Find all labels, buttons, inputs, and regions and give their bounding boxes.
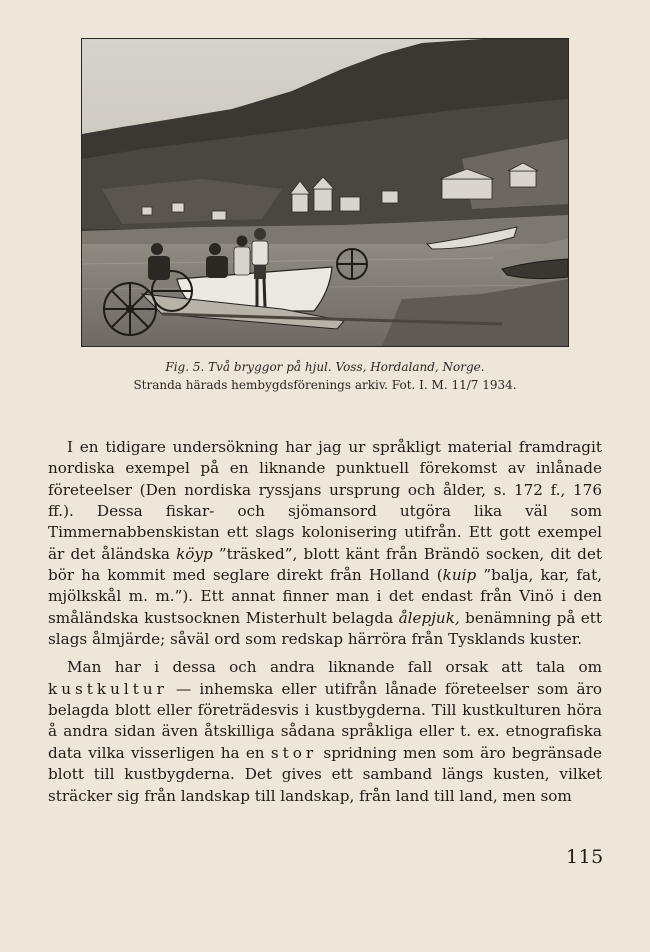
- text-run: ”balja, kar, fat, mjölkskål m. m.”). Ett annat finner man i det endast från Vinö i den småländska kustsocknen Misterhult belagda: [48, 566, 602, 627]
- caption-figure-title: Fig. 5. Två bryggor på hjul. Voss, Hordaland, Norge.: [165, 360, 485, 374]
- figure-photo: [81, 38, 569, 347]
- lakeside-boats-photo: [82, 39, 568, 346]
- figure-caption: [60, 358, 590, 394]
- text-run: ”träsked”, blott känt från Brändö socken, dit det bör ha kommit med seglare direkt från Holland (: [48, 544, 602, 585]
- text-run: I en tidigare undersökning har jag ur språkligt material framdragit nordiska exempel på en liknande punktuell förekomst av inlånade företeelser (Den nordiska ryssjans ursprung och ålder, s. 172 f., 176 ff.). Dessa fiskar- och sjömansord utgöra lika väl som Timmernabbenskistan ett slags kolonisering utifrån. Ett gott exempel är det åländska: [48, 438, 602, 563]
- emphasis-word: ålepjuk,: [398, 608, 460, 627]
- paragraph: [48, 437, 602, 650]
- caption-source: Stranda härads hembygdsförenings arkiv. Fot. I. M. 11/7 1934.: [133, 378, 517, 392]
- text-run: Man har i dessa och andra liknande fall orsak att tala om: [67, 658, 602, 677]
- body-text: [48, 437, 602, 807]
- page-number: 115: [566, 846, 604, 868]
- paragraph: [48, 657, 602, 806]
- text-run: spridning men som äro begränsade blott till kustbygderna. Det gives ett samband längs kusten, vilket sträcker sig från landskap till landskap, från land till land, men som: [48, 743, 602, 805]
- emphasis-word: kuip: [442, 566, 477, 585]
- emphasis-word: köyp: [176, 544, 213, 563]
- spaced-emphasis: stor: [270, 743, 318, 762]
- text-run: benämning på ett slags ålmjärde; såväl ord som redskap härröra från Tysklands kuster.: [48, 608, 603, 649]
- text-run: — inhemska eller utifrån lånade företeelser som äro belagda blott eller företrädesvis i kustbygderna. Till kustkulturen höra å andra sidan även åtskilliga sådana språkliga eller t. ex. etnografiska data vilka visserligen ha en: [48, 679, 602, 762]
- spaced-emphasis: kustkultur: [48, 679, 168, 698]
